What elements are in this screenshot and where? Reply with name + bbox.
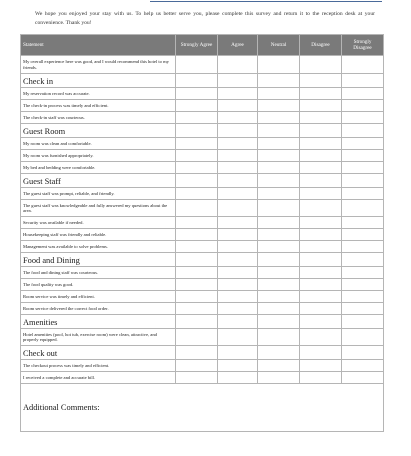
question-row — [21, 303, 384, 315]
question-row — [21, 88, 384, 100]
section-blank-cell — [300, 124, 342, 138]
rating-cell[interactable] — [258, 372, 300, 384]
section-title: Guest Staff — [21, 174, 176, 188]
rating-cell[interactable] — [342, 360, 384, 372]
rating-cell[interactable] — [218, 162, 258, 174]
rating-cell[interactable] — [176, 100, 218, 112]
question-text: Security was available if needed. — [21, 217, 176, 229]
rating-cell[interactable] — [342, 372, 384, 384]
rating-cell[interactable] — [218, 217, 258, 229]
rating-cell[interactable] — [176, 56, 218, 74]
section-blank-cell — [342, 253, 384, 267]
rating-cell[interactable] — [258, 217, 300, 229]
rating-cell[interactable] — [342, 100, 384, 112]
rating-cell[interactable] — [342, 162, 384, 174]
rating-cell[interactable] — [258, 88, 300, 100]
header-row — [21, 35, 384, 56]
rating-cell[interactable] — [258, 150, 300, 162]
question-text: My room was clean and comfortable. — [21, 138, 176, 150]
section-blank-cell — [218, 74, 258, 88]
question-row — [21, 229, 384, 241]
section-title: Guest Room — [21, 124, 176, 138]
question-text: The checkout process was timely and efficient. — [21, 360, 176, 372]
rating-cell[interactable] — [342, 241, 384, 253]
section-blank-cell — [342, 74, 384, 88]
question-text: The food and dining staff was courteous. — [21, 267, 176, 279]
section-blank-cell — [258, 74, 300, 88]
section-blank-cell — [176, 74, 218, 88]
rating-cell[interactable] — [218, 267, 258, 279]
rating-cell[interactable] — [176, 200, 218, 217]
rating-cell[interactable] — [342, 88, 384, 100]
rating-cell[interactable] — [300, 279, 342, 291]
rating-cell[interactable] — [342, 138, 384, 150]
rating-cell[interactable] — [176, 279, 218, 291]
question-text: My reservation record was accurate. — [21, 88, 176, 100]
col-disagree: Disagree — [300, 35, 342, 56]
section-title: Check out — [21, 346, 176, 360]
rating-cell[interactable] — [300, 329, 342, 346]
question-row — [21, 360, 384, 372]
rating-cell[interactable] — [342, 217, 384, 229]
rating-cell[interactable] — [218, 188, 258, 200]
rating-cell[interactable] — [300, 200, 342, 217]
additional-comments-field[interactable] — [21, 384, 384, 432]
rating-cell[interactable] — [258, 112, 300, 124]
rating-cell[interactable] — [176, 241, 218, 253]
section-blank-cell — [176, 346, 218, 360]
question-row — [21, 279, 384, 291]
rating-cell[interactable] — [300, 360, 342, 372]
question-row — [21, 267, 384, 279]
question-text: Room service delivered the correct food order. — [21, 303, 176, 315]
rating-cell[interactable] — [176, 217, 218, 229]
rating-cell[interactable] — [258, 267, 300, 279]
rating-cell[interactable] — [258, 241, 300, 253]
rating-cell[interactable] — [218, 200, 258, 217]
rating-cell[interactable] — [258, 138, 300, 150]
rating-cell[interactable] — [218, 329, 258, 346]
rating-cell[interactable] — [258, 188, 300, 200]
rating-cell[interactable] — [258, 360, 300, 372]
rating-cell[interactable] — [218, 291, 258, 303]
section-blank-cell — [176, 174, 218, 188]
intro-text: We hope you enjoyed your stay with us. To help us better serve you, please complete this survey and return it to the reception desk at your convenience. Thank you! — [35, 11, 375, 26]
rating-cell[interactable] — [258, 56, 300, 74]
section-blank-cell — [300, 74, 342, 88]
col-strongly-disagree: Strongly Disagree — [342, 35, 384, 56]
rating-cell[interactable] — [300, 88, 342, 100]
question-row — [21, 100, 384, 112]
rating-cell[interactable] — [218, 229, 258, 241]
section-blank-cell — [300, 346, 342, 360]
section-blank-cell — [218, 253, 258, 267]
rating-cell[interactable] — [300, 56, 342, 74]
question-row — [21, 241, 384, 253]
rating-cell[interactable] — [300, 303, 342, 315]
question-text: Room service was timely and efficient. — [21, 291, 176, 303]
question-row — [21, 291, 384, 303]
section-blank-cell — [258, 346, 300, 360]
rating-cell[interactable] — [218, 241, 258, 253]
rating-cell[interactable] — [300, 162, 342, 174]
rating-cell[interactable] — [342, 303, 384, 315]
question-row — [21, 200, 384, 217]
rating-cell[interactable] — [176, 372, 218, 384]
rating-cell[interactable] — [176, 112, 218, 124]
section-blank-cell — [176, 315, 218, 329]
rating-cell[interactable] — [300, 229, 342, 241]
rating-cell[interactable] — [176, 303, 218, 315]
question-text: Management was available to solve problems. — [21, 241, 176, 253]
rating-cell[interactable] — [218, 112, 258, 124]
question-row — [21, 138, 384, 150]
rating-cell[interactable] — [218, 360, 258, 372]
section-row — [21, 174, 384, 188]
question-text: My room was furnished appropriately. — [21, 150, 176, 162]
rating-cell[interactable] — [300, 241, 342, 253]
rating-cell[interactable] — [176, 229, 218, 241]
question-row — [21, 372, 384, 384]
section-row — [21, 124, 384, 138]
rating-cell[interactable] — [300, 372, 342, 384]
question-row — [21, 56, 384, 74]
question-text: The guest staff was prompt, reliable, and friendly. — [21, 188, 176, 200]
rating-cell[interactable] — [342, 56, 384, 74]
rating-cell[interactable] — [258, 200, 300, 217]
rating-cell[interactable] — [342, 291, 384, 303]
section-blank-cell — [258, 253, 300, 267]
rating-cell[interactable] — [258, 279, 300, 291]
question-text: Housekeeping staff was friendly and reliable. — [21, 229, 176, 241]
col-agree: Agree — [218, 35, 258, 56]
rating-cell[interactable] — [176, 291, 218, 303]
question-text: The check-in staff was courteous. — [21, 112, 176, 124]
section-blank-cell — [258, 174, 300, 188]
rating-cell[interactable] — [176, 360, 218, 372]
rating-cell[interactable] — [176, 138, 218, 150]
rating-cell[interactable] — [300, 217, 342, 229]
rating-cell[interactable] — [258, 229, 300, 241]
section-row — [21, 315, 384, 329]
rating-cell[interactable] — [218, 56, 258, 74]
rating-cell[interactable] — [300, 138, 342, 150]
rating-cell[interactable] — [342, 267, 384, 279]
rating-cell[interactable] — [258, 291, 300, 303]
header-rule — [150, 1, 382, 2]
section-blank-cell — [342, 315, 384, 329]
question-row — [21, 188, 384, 200]
rating-cell[interactable] — [300, 188, 342, 200]
rating-cell[interactable] — [218, 372, 258, 384]
rating-cell[interactable] — [218, 303, 258, 315]
question-text: The check-in process was timely and efficient. — [21, 100, 176, 112]
rating-cell[interactable] — [176, 150, 218, 162]
col-statement: Statement — [21, 35, 176, 56]
section-blank-cell — [300, 315, 342, 329]
section-blank-cell — [342, 174, 384, 188]
rating-cell[interactable] — [300, 291, 342, 303]
rating-cell[interactable] — [218, 150, 258, 162]
col-strongly-agree: Strongly Agree — [176, 35, 218, 56]
question-text: Hotel amenities (pool, hot tub, exercise room) were clean, attractive, and properly equipped. — [21, 329, 176, 346]
section-blank-cell — [258, 124, 300, 138]
rating-cell[interactable] — [300, 150, 342, 162]
question-text: I received a complete and accurate bill. — [21, 372, 176, 384]
rating-cell[interactable] — [258, 162, 300, 174]
section-blank-cell — [300, 253, 342, 267]
rating-cell[interactable] — [258, 329, 300, 346]
rating-cell[interactable] — [258, 303, 300, 315]
rating-cell[interactable] — [300, 100, 342, 112]
rating-cell[interactable] — [300, 112, 342, 124]
col-neutral: Neutral — [258, 35, 300, 56]
section-blank-cell — [176, 124, 218, 138]
question-text: The food quality was good. — [21, 279, 176, 291]
rating-cell[interactable] — [176, 329, 218, 346]
section-blank-cell — [218, 124, 258, 138]
section-blank-cell — [176, 253, 218, 267]
rating-cell[interactable] — [176, 162, 218, 174]
section-title: Food and Dining — [21, 253, 176, 267]
rating-cell[interactable] — [342, 229, 384, 241]
question-row — [21, 112, 384, 124]
rating-cell[interactable] — [218, 88, 258, 100]
section-title: Amenities — [21, 315, 176, 329]
rating-cell[interactable] — [342, 112, 384, 124]
rating-cell[interactable] — [300, 267, 342, 279]
rating-cell[interactable] — [258, 100, 300, 112]
section-blank-cell — [218, 346, 258, 360]
additional-comments-label: Additional Comments: — [23, 403, 100, 412]
question-row — [21, 150, 384, 162]
rating-cell[interactable] — [342, 188, 384, 200]
rating-cell[interactable] — [342, 200, 384, 217]
question-row — [21, 162, 384, 174]
rating-cell[interactable] — [342, 329, 384, 346]
rating-cell[interactable] — [176, 188, 218, 200]
question-text: The guest staff was knowledgeable and fully answered my questions about the area. — [21, 200, 176, 217]
question-row — [21, 329, 384, 346]
question-row — [21, 217, 384, 229]
section-blank-cell — [300, 174, 342, 188]
section-row — [21, 346, 384, 360]
rating-cell[interactable] — [218, 100, 258, 112]
section-row — [21, 253, 384, 267]
rating-cell[interactable] — [176, 88, 218, 100]
question-text: My overall experience here was good, and I would recommend this hotel to my friends. — [21, 56, 176, 74]
section-blank-cell — [258, 315, 300, 329]
section-blank-cell — [342, 346, 384, 360]
comments-row — [21, 384, 384, 432]
section-title: Check in — [21, 74, 176, 88]
question-text: My bed and bedding were comfortable. — [21, 162, 176, 174]
rating-cell[interactable] — [218, 279, 258, 291]
survey-table — [20, 34, 384, 432]
rating-cell[interactable] — [176, 267, 218, 279]
section-blank-cell — [218, 174, 258, 188]
rating-cell[interactable] — [342, 150, 384, 162]
rating-cell[interactable] — [342, 279, 384, 291]
rating-cell[interactable] — [218, 138, 258, 150]
section-blank-cell — [342, 124, 384, 138]
section-blank-cell — [218, 315, 258, 329]
section-row — [21, 74, 384, 88]
